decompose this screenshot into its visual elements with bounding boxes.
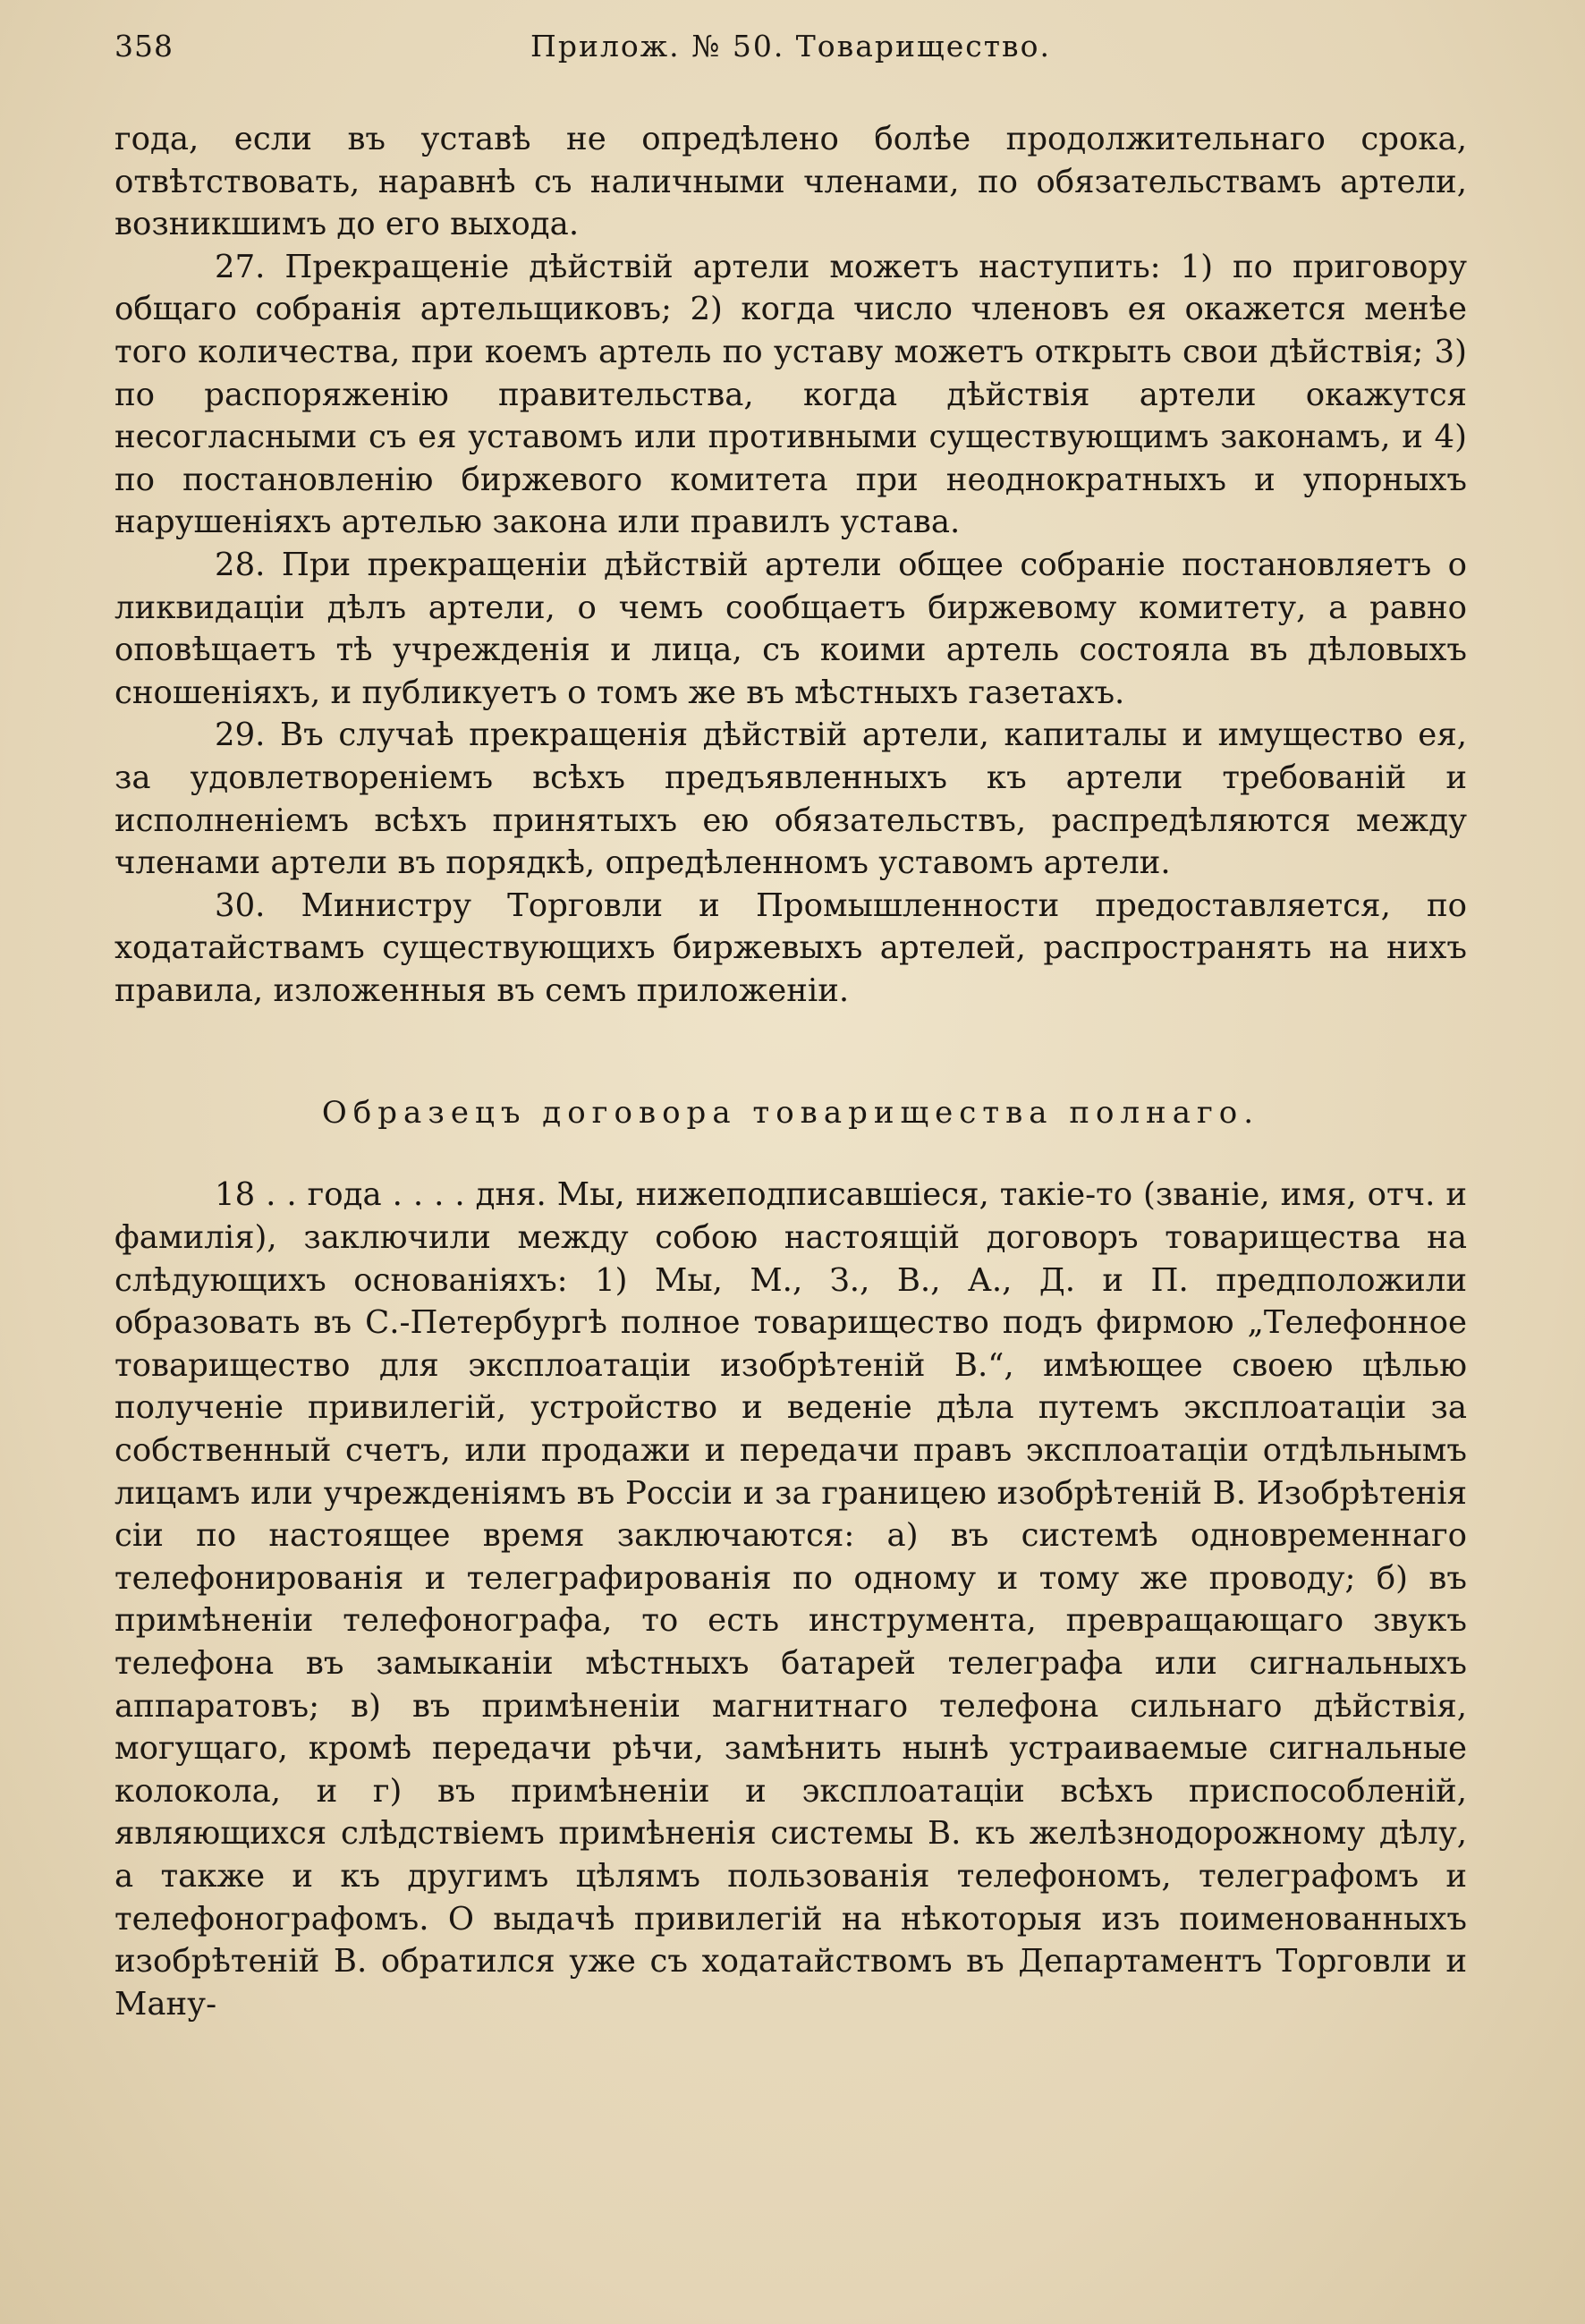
paragraph-27: 27. Прекращеніе дѣйствій артели можетъ наступить: 1) по приговору общаго собранія артельщиковъ; 2) когда число членовъ ея окажется менѣе того количества, при коемъ артель по уставу можетъ открыть свои дѣйствія; 3) по распоряженію правительства, когда дѣйствія артели окажутся несогласными съ ея уставомъ или противными существующимъ законамъ, и 4) по постановленію биржевого комитета при неоднократныхъ и упорныхъ нарушеніяхъ артелью закона или правилъ устава.: [114, 248, 1467, 541]
paragraph-28: 28. При прекращеніи дѣйствій артели общее собраніе постановляетъ о ликвидаціи дѣлъ артели, о чемъ сообщаетъ биржевому комитету, а равно оповѣщаетъ тѣ учрежденія и лица, съ коими артель состояла въ дѣловыхъ сношеніяхъ, и публикуетъ о томъ же въ мѣстныхъ газетахъ.: [114, 546, 1467, 711]
section-heading: Образецъ договора товарищества полнаго.: [321, 1095, 1260, 1132]
page-number: 358: [114, 29, 174, 64]
paragraph-29: 29. Въ случаѣ прекращенія дѣйствій артели, капиталы и имущество ея, за удовлетвореніемъ всѣхъ предъявленныхъ къ артели требованій и исполненіемъ всѣхъ принятыхъ ею обязательствъ, распредѣляются между членами артели въ порядкѣ, опредѣленномъ уставомъ артели.: [114, 717, 1467, 882]
contract-paragraph: 18 . . года . . . . дня. Мы, нижеподписавшіеся, такіе-то (званіе, имя, отч. и фамилія), заключили между собою настоящій договоръ товарищества на слѣдующихъ основаніяхъ: 1) Мы, М., З., В., А., Д. и П. предположили образовать въ С.-Петербургѣ полное товарищество подъ фирмою „Телефонное товарищество для эксплоатаціи изобрѣтеній В.“, имѣющее своею цѣлью полученіе привилегій, устройство и веденіе дѣла путемъ эксплоатаціи за собственный счетъ, или продажи и передачи правъ эксплоатаціи отдѣльнымъ лицамъ или учрежденіямъ въ Россіи и за границею изобрѣтеній В. Изобрѣтенія сіи по настоящее время заключаются: а) въ системѣ одновременнаго телефонированія и телеграфированія по одному и тому же проводу; б) въ примѣненіи телефонографа, то есть инструмента, превращающаго звукъ телефона въ замыканіи мѣстныхъ батарей телеграфа или сигнальныхъ аппаратовъ; в) въ примѣненіи магнитнаго телефона сильнаго дѣйствія, могущаго, кромѣ передачи рѣчи, замѣнить нынѣ устраиваемые сигнальные колокола, и г) въ примѣненіи и эксплоатаціи всѣхъ приспособленій, являющихся слѣдствіемъ примѣненія системы В. къ желѣзнодорожному дѣлу, а также и къ другимъ цѣлямъ пользованія телефономъ, телеграфомъ и телефонографомъ. О выдачѣ привилегій на нѣкоторыя изъ поименованныхъ изобрѣтеній В. обратился уже съ ходатайствомъ въ Департаментъ Торговли и Ману-: [114, 1176, 1467, 2023]
paragraph-26-continuation: года, если въ уставѣ не опредѣлено болѣе продолжительнаго срока, отвѣтствовать, наравнѣ съ наличными членами, по обязательствамъ артели, возникшимъ до его выхода.: [114, 121, 1467, 243]
running-title: Прилож. № 50. Товарищество.: [530, 29, 1051, 64]
contract-text: [114, 1174, 1467, 2025]
running-head: [114, 29, 1467, 81]
paragraph-30: 30. Министру Торговли и Промышленности предоставляется, по ходатайствамъ существующихъ биржевыхъ артелей, распространять на нихъ правила, изложенныя въ семъ приложеніи.: [114, 886, 1467, 1009]
article-text: [114, 118, 1467, 1012]
